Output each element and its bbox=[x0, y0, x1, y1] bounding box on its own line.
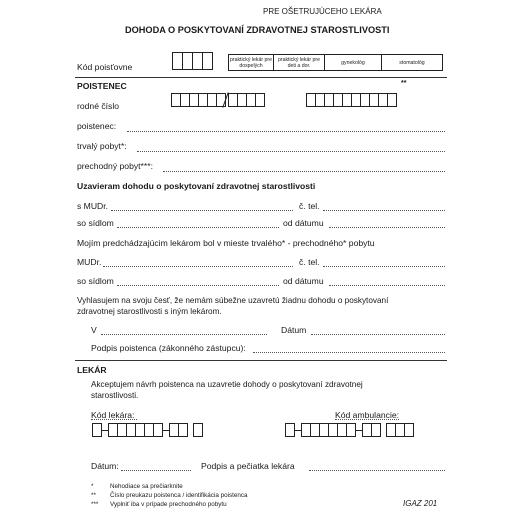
ambulance-code-boxes[interactable] bbox=[285, 423, 414, 437]
insured-signature-field[interactable] bbox=[253, 352, 445, 353]
doctor-category-table[interactable] bbox=[228, 54, 443, 71]
agreement-date-field[interactable] bbox=[329, 227, 445, 228]
declaration-date-label: Dátum bbox=[281, 325, 307, 335]
divider bbox=[75, 360, 447, 361]
category-cell[interactable]: stomatológ bbox=[399, 60, 425, 66]
declaration-date-field[interactable] bbox=[311, 334, 445, 335]
doctor-code-boxes[interactable] bbox=[92, 423, 203, 437]
doctor-heading: LEKÁR bbox=[77, 365, 107, 375]
agreement-heading: Uzavieram dohodu o poskytovaní zdravotnej starostlivosti bbox=[77, 181, 316, 191]
since-label: od dátumu bbox=[283, 218, 324, 228]
insurer-code-boxes[interactable] bbox=[172, 52, 213, 70]
doctor-name-field[interactable] bbox=[111, 210, 293, 211]
footnote-text: Vyplniť iba v prípade prechodného pobytu bbox=[110, 501, 227, 508]
doctor-signature-field[interactable] bbox=[309, 470, 445, 471]
temporary-address-field[interactable] bbox=[163, 171, 445, 172]
prev-agreement-date-field[interactable] bbox=[329, 285, 445, 286]
doctor-code-label: Kód lekára: bbox=[91, 410, 135, 420]
prev-since-label: od dátumu bbox=[283, 276, 324, 286]
prev-seat-label: so sídlom bbox=[77, 276, 114, 286]
prev-mudr-label: MUDr. bbox=[77, 257, 102, 267]
insured-id-boxes[interactable] bbox=[306, 93, 397, 107]
declaration-line-2: zdravotnej starostlivosti s iným lekárom. bbox=[77, 307, 222, 316]
accept-line-2: starostlivosti. bbox=[91, 391, 139, 400]
footnote-text: Nehodiace sa prečiarknite bbox=[110, 483, 183, 490]
footnote-mark: ** bbox=[401, 80, 407, 87]
declaration-line-1: Vyhlasujem na svoju česť, že nemám súbežne uzavretú žiadnu dohodu o poskytovaní bbox=[77, 296, 389, 305]
doctor-stamp-label: Podpis a pečiatka lekára bbox=[201, 461, 295, 471]
prev-doctor-name-field[interactable] bbox=[103, 266, 293, 267]
phone-label: č. tel. bbox=[299, 201, 320, 211]
place-label: V bbox=[91, 325, 97, 335]
footnote-mark: ** bbox=[91, 492, 96, 499]
doctor-copy-label: PRE OŠETRUJÚCEHO LEKÁRA bbox=[263, 7, 382, 16]
doctor-seat-field[interactable] bbox=[117, 227, 279, 228]
seat-label: so sídlom bbox=[77, 218, 114, 228]
birth-number-boxes[interactable] bbox=[171, 93, 265, 107]
doctor-date-field[interactable] bbox=[121, 470, 191, 471]
prev-doctor-phone-field[interactable] bbox=[323, 266, 445, 267]
category-cell[interactable]: praktický lekár pre deti a dor. bbox=[274, 55, 325, 70]
doctor-date-label: Dátum: bbox=[91, 461, 119, 471]
mudr-label: s MUDr. bbox=[77, 201, 109, 211]
divider bbox=[75, 77, 447, 78]
signature-label: Podpis poistenca (zákonného zástupcu): bbox=[91, 343, 246, 353]
insured-name-field[interactable] bbox=[127, 131, 445, 132]
prev-phone-label: č. tel. bbox=[299, 257, 320, 267]
category-cell[interactable]: praktický lekár pre dospelých bbox=[229, 57, 273, 69]
doctor-phone-field[interactable] bbox=[323, 210, 445, 211]
doctor-code-underline bbox=[91, 419, 137, 420]
place-field[interactable] bbox=[101, 334, 267, 335]
permanent-address-label: trvalý pobyt*: bbox=[77, 141, 127, 151]
ambulance-code-underline bbox=[335, 419, 399, 420]
insured-heading: POISTENEC bbox=[77, 81, 127, 91]
form-title: DOHODA O POSKYTOVANÍ ZDRAVOTNEJ STAROSTLIVOSTI bbox=[125, 25, 390, 35]
footnote-mark: *** bbox=[91, 501, 99, 508]
footnote-mark: * bbox=[91, 483, 94, 490]
form-code: IGAZ 201 bbox=[403, 499, 438, 508]
insured-name-label: poistenec: bbox=[77, 121, 117, 131]
ambulance-code-label: Kód ambulancie: bbox=[335, 410, 400, 420]
prev-doctor-seat-field[interactable] bbox=[117, 285, 279, 286]
footnote-text: Číslo preukazu poistenca / identifikácia poistenca bbox=[110, 492, 248, 499]
form-sheet bbox=[67, 0, 452, 520]
insurer-code-label: Kód poisťovne bbox=[77, 62, 133, 72]
accept-line-1: Akceptujem návrh poistenca na uzavretie dohody o poskytovaní zdravotnej bbox=[91, 380, 363, 389]
previous-doctor-text: Mojím predchádzajúcim lekárom bol v mieste trvalého* - prechodného* pobytu bbox=[77, 238, 375, 248]
category-cell[interactable]: gynekológ bbox=[325, 55, 382, 70]
birth-number-label: rodné číslo bbox=[77, 101, 120, 111]
temporary-address-label: prechodný pobyt***: bbox=[77, 161, 153, 171]
permanent-address-field[interactable] bbox=[137, 151, 445, 152]
